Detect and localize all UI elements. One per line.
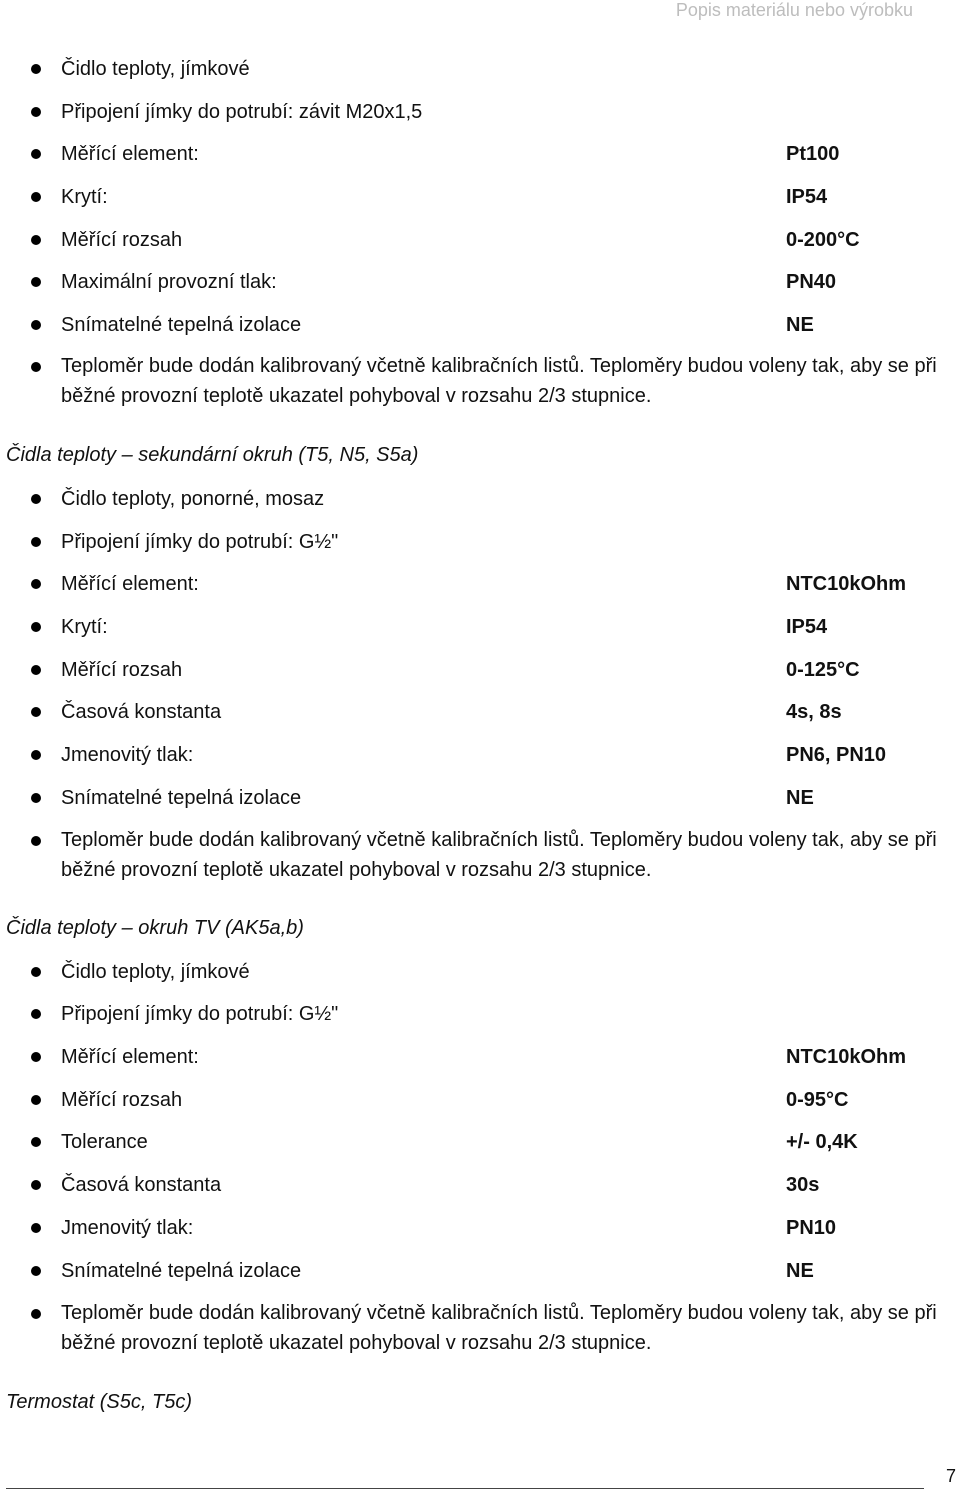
list-item [0, 656, 960, 684]
list-item [0, 613, 960, 641]
item-label: Čidlo teploty, jímkové [61, 58, 250, 80]
bullet-icon [31, 537, 41, 547]
list-item [0, 1214, 960, 1242]
bullet-icon [31, 1180, 41, 1190]
item-label: Měřící rozsah [61, 659, 183, 681]
bullet-icon [31, 192, 41, 202]
item-value: NTC10kOhm [786, 1046, 907, 1068]
item-value: 30s [786, 1174, 820, 1196]
item-label: Krytí: [61, 186, 108, 208]
note-text: Teploměr bude dodán kalibrovaný včetně kalibračních listů. Teploměry budou voleny tak, aby se při běžné provozní teplotě ukazatel pohyboval v rozsahu 2/3 stupnice. [61, 355, 937, 407]
item-label: Čidlo teploty, ponorné, mosaz [61, 488, 325, 510]
bullet-icon [31, 1137, 41, 1147]
note-text: Teploměr bude dodán kalibrovaný včetně kalibračních listů. Teploměry budou voleny tak, aby se při běžné provozní teplotě ukazatel pohyboval v rozsahu 2/3 stupnice. [61, 829, 937, 881]
item-label: Krytí: [61, 616, 108, 638]
running-title: Popis materiálu nebo výrobku [675, 0, 913, 20]
list-item [0, 226, 960, 254]
list-item [0, 741, 960, 769]
item-value: PN10 [786, 1217, 837, 1239]
item-value: NE [786, 314, 814, 336]
list-item [0, 1171, 960, 1199]
list-item [0, 183, 960, 211]
list-item [0, 268, 960, 296]
item-label: Jmenovitý tlak: [61, 1217, 194, 1239]
section-heading: Čidla teploty – sekundární okruh (T5, N5, S5a) [6, 444, 419, 466]
bullet-icon [31, 494, 41, 504]
note-text: Teploměr bude dodán kalibrovaný včetně kalibračních listů. Teploměry budou voleny tak, aby se při běžné provozní teplotě ukazatel pohyboval v rozsahu 2/3 stupnice. [61, 1302, 937, 1354]
item-label: Maximální provozní tlak: [61, 271, 277, 293]
item-label: Měřící element: [61, 143, 199, 165]
bullet-icon [31, 1266, 41, 1276]
item-value: +/- 0,4K [786, 1131, 858, 1153]
list-item [0, 1257, 960, 1285]
bullet-icon [31, 1009, 41, 1019]
bullet-icon [31, 967, 41, 977]
list-item [0, 1043, 960, 1071]
section-heading: Termostat (S5c, T5c) [6, 1391, 192, 1413]
section-heading: Čidla teploty – okruh TV (AK5a,b) [6, 917, 304, 939]
item-value: 4s, 8s [786, 701, 842, 723]
list-item [0, 528, 960, 556]
item-value: 0-125°C [786, 659, 860, 681]
list-item [0, 958, 960, 986]
bullet-icon [31, 1052, 41, 1062]
list-item [0, 570, 960, 598]
bullet-icon [31, 836, 41, 846]
bullet-icon [31, 665, 41, 675]
bullet-icon [31, 64, 41, 74]
list-item [0, 55, 960, 83]
bullet-icon [31, 579, 41, 589]
item-label: Snímatelné tepelná izolace [61, 1260, 302, 1282]
item-label: Měřící element: [61, 573, 199, 595]
list-item [0, 98, 960, 126]
item-label: Tolerance [61, 1131, 148, 1153]
item-label: Měřící element: [61, 1046, 199, 1068]
item-label: Snímatelné tepelná izolace [61, 314, 302, 336]
list-item [0, 311, 960, 339]
item-value: IP54 [786, 616, 828, 638]
item-value: PN6, PN10 [786, 744, 887, 766]
bullet-icon [31, 235, 41, 245]
item-label: Čidlo teploty, jímkové [61, 961, 250, 983]
bullet-icon [31, 149, 41, 159]
list-item [0, 698, 960, 726]
item-label: Připojení jímky do potrubí: G½" [61, 531, 339, 553]
bullet-icon [31, 362, 41, 372]
item-label: Snímatelné tepelná izolace [61, 787, 302, 809]
item-label: Časová konstanta [61, 701, 222, 723]
item-label: Měřící rozsah [61, 229, 183, 251]
item-label: Jmenovitý tlak: [61, 744, 194, 766]
list-item [0, 485, 960, 513]
list-item [0, 1086, 960, 1114]
item-value: IP54 [786, 186, 828, 208]
item-value: NE [786, 787, 814, 809]
bullet-icon [31, 277, 41, 287]
bullet-icon [31, 793, 41, 803]
bullet-icon [31, 107, 41, 117]
bullet-icon [31, 750, 41, 760]
item-label: Měřící rozsah [61, 1089, 183, 1111]
item-value: NE [786, 1260, 814, 1282]
bullet-icon [31, 1309, 41, 1319]
list-item [0, 784, 960, 812]
list-item [0, 1128, 960, 1156]
item-value: 0-95°C [786, 1089, 849, 1111]
item-value: NTC10kOhm [786, 573, 907, 595]
list-item [0, 1000, 960, 1028]
list-item [0, 140, 960, 168]
item-value: PN40 [786, 271, 837, 293]
item-label: Připojení jímky do potrubí: G½" [61, 1003, 339, 1025]
item-label: Časová konstanta [61, 1174, 222, 1196]
bullet-icon [31, 1095, 41, 1105]
item-value: Pt100 [786, 143, 840, 165]
bullet-icon [31, 320, 41, 330]
bullet-icon [31, 622, 41, 632]
footer-rule [6, 1488, 924, 1489]
item-label: Připojení jímky do potrubí: závit M20x1,5 [61, 101, 423, 123]
item-value: 0-200°C [786, 229, 860, 251]
bullet-icon [31, 707, 41, 717]
bullet-icon [31, 1223, 41, 1233]
page-number: 7 [945, 1466, 956, 1486]
